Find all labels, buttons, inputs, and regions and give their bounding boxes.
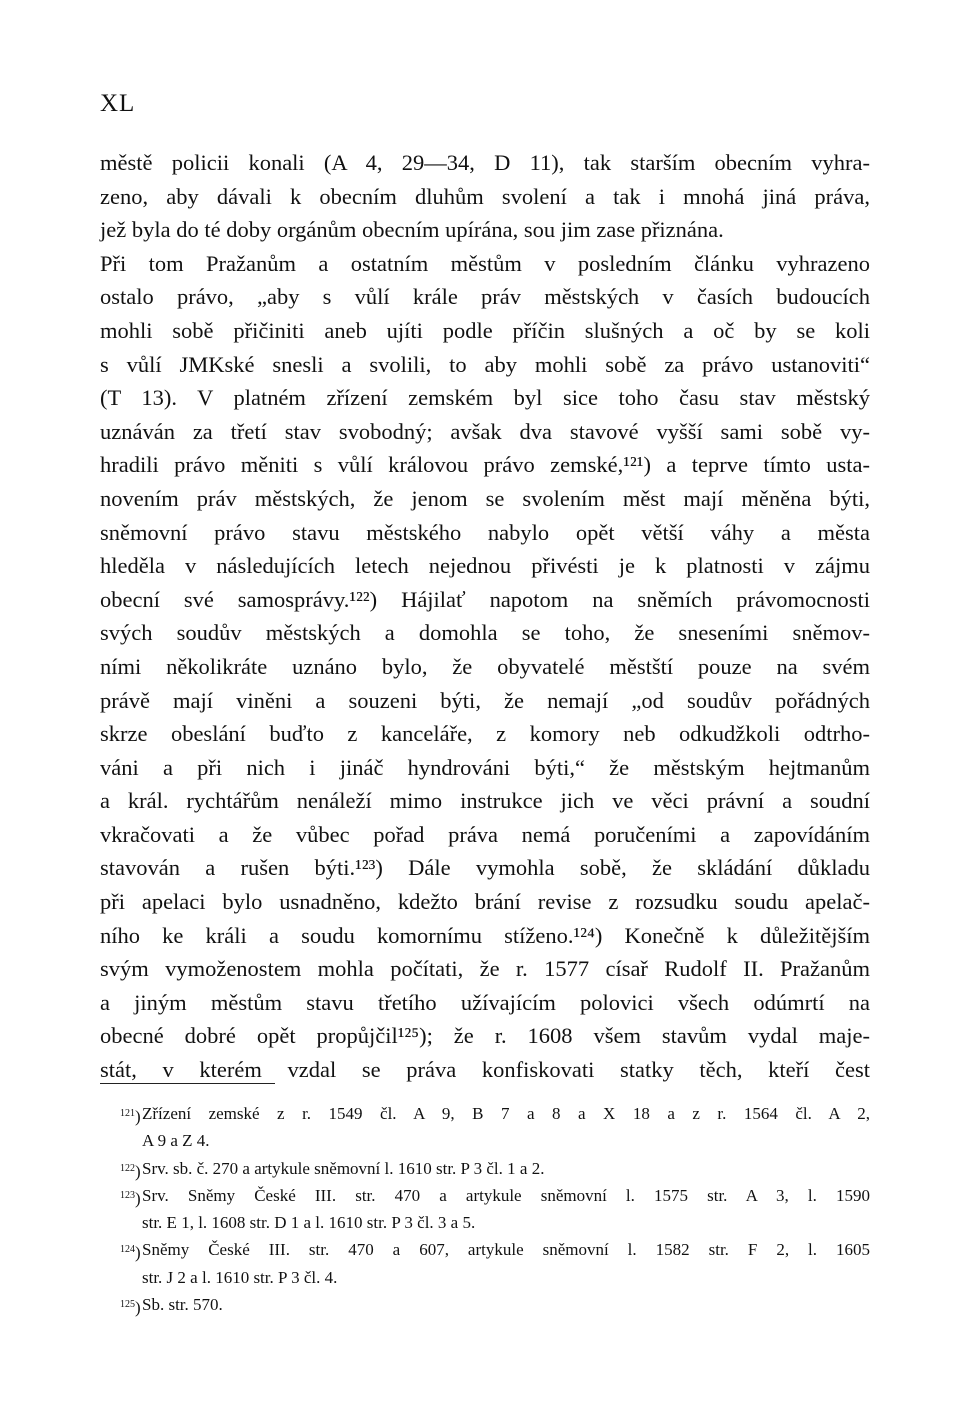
- body-line: sněmovní právo stavu městského nabylo opět větší váhy a města: [100, 519, 870, 545]
- body-line: svým vymoženostem mohla počítati, že r. 1577 císař Rudolf II. Pražanům: [100, 956, 870, 982]
- footnote-marker: $^{124}$): [120, 1243, 141, 1263]
- body-line: při apelaci bylo usnadněno, kdežto brání revise z rozsudku soudu apelač-: [100, 889, 870, 915]
- footnote-text: Sb. str. 570.: [142, 1295, 223, 1315]
- body-line: s vůlí JMKské snesli a svolili, to aby mohli sobě za právo ustanoviti“: [100, 351, 870, 377]
- body-line: a jiným městům stavu třetího užívajícím polovici všech odúmrtí na: [100, 989, 870, 1015]
- body-line: hradili právo měniti s vůlí královou právo zemské,¹²¹) a teprve tímto usta-: [100, 452, 870, 478]
- body-line: ními několikráte uznáno bylo, že obyvatelé městští pouze na svém: [100, 653, 870, 679]
- body-line: právě mají viněni a souzeni býti, že nemají „od soudův pořádných: [100, 687, 870, 713]
- body-text: [100, 146, 870, 1087]
- body-line: městě policii konali (A 4, 29—34, D 11), tak starším obecním vyhra-: [100, 150, 870, 175]
- body-line: Při tom Pražanům a ostatním městům v posledním článku vyhrazeno: [100, 250, 870, 276]
- body-line: stát, v kterém vzdal se práva konfiskovati statky těch, kteří čest: [100, 1057, 870, 1083]
- footnote-continuation: A 9 a Z 4.: [142, 1131, 210, 1151]
- body-line: mohli sobě přičiniti aneb ujíti podle příčin slušných a oč by se koli: [100, 317, 870, 343]
- body-line: uznáván za třetí stav svobodný; avšak dva stavové vyšší sami sobě vy-: [100, 418, 870, 444]
- footnote-continuation: str. J 2 a l. 1610 str. P 3 čl. 4.: [142, 1267, 338, 1287]
- body-line: ního ke králi a soudu komornímu stíženo.¹²⁴) Konečně k důležitějším: [100, 922, 870, 948]
- page-number: XL: [100, 90, 136, 117]
- footnotes: [120, 1100, 870, 1318]
- footnote-divider: [100, 1083, 275, 1084]
- footnote-124: [120, 1236, 870, 1263]
- body-line: (T 13). V platném zřízení zemském byl sice toho času stav městský: [100, 385, 870, 411]
- footnote-marker: $^{121}$): [120, 1107, 141, 1126]
- footnote-121: [120, 1100, 870, 1127]
- footnote-text: Sněmy České III. str. 470 a 607, artykule sněmovní l. 1582 str. F 2, l. 1605: [142, 1240, 870, 1260]
- body-line: svých soudův městských a domohla se toho, že sneseními sněmov-: [100, 620, 870, 646]
- footnote-marker: $^{123}$): [120, 1188, 141, 1208]
- footnote-125: [120, 1291, 870, 1318]
- footnote-122: [120, 1155, 870, 1182]
- footnote-text: Zřízení zemské z r. 1549 čl. A 9, B 7 a 8 a X 18 a z r. 1564 čl. A 2,: [142, 1104, 870, 1123]
- body-line: zeno, aby dávali k obecním dluhům svolení a tak i mnohá jiná práva,: [100, 183, 870, 209]
- footnote-marker: $^{122}$): [120, 1161, 141, 1181]
- body-line: hleděla v následujících letech nejednou přivésti je k platnosti v zájmu: [100, 553, 870, 579]
- footnote-123: [120, 1182, 870, 1209]
- body-line: obecní své samosprávy.¹²²) Hájilať napotom na sněmích právomocnosti: [100, 586, 870, 612]
- body-line: stavován a rušen býti.¹²³) Dále vymohla sobě, že skládání důkladu: [100, 855, 870, 881]
- body-line: a král. rychtářům nenáleží mimo instrukce jich ve věci právní a soudní: [100, 788, 870, 814]
- footnote-marker: $^{125}$): [120, 1298, 141, 1318]
- body-line: váni a při nich i jináč hyndrováni býti,“ že městským hejtmanům: [100, 754, 870, 780]
- footnote-text: Srv. sb. č. 270 a artykule sněmovní l. 1610 str. P 3 čl. 1 a 2.: [142, 1158, 545, 1178]
- body-line: jež byla do té doby orgánům obecním upírána, sou jim zase přiznána.: [100, 217, 724, 243]
- body-line: ostalo právo, „aby s vůlí krále práv městských v časích budoucích: [100, 284, 870, 310]
- body-line: novením práv městských, že jenom se svolením měst mají měněna býti,: [100, 485, 870, 511]
- body-line: vkračovati a že vůbec pořad práva nemá poručeními a zapovídáním: [100, 821, 870, 847]
- footnote-continuation: str. E 1, l. 1608 str. D 1 a l. 1610 str. P 3 čl. 3 a 5.: [142, 1213, 476, 1233]
- body-line: skrze obeslání buďto z kanceláře, z komory neb odkudžkoli odtrho-: [100, 721, 870, 747]
- footnote-text: Srv. Sněmy České III. str. 470 a artykule sněmovní l. 1575 str. A 3, l. 1590: [142, 1185, 870, 1205]
- body-line: obecné dobré opět propůjčil¹²⁵); že r. 1608 všem stavům vydal maje-: [100, 1023, 870, 1049]
